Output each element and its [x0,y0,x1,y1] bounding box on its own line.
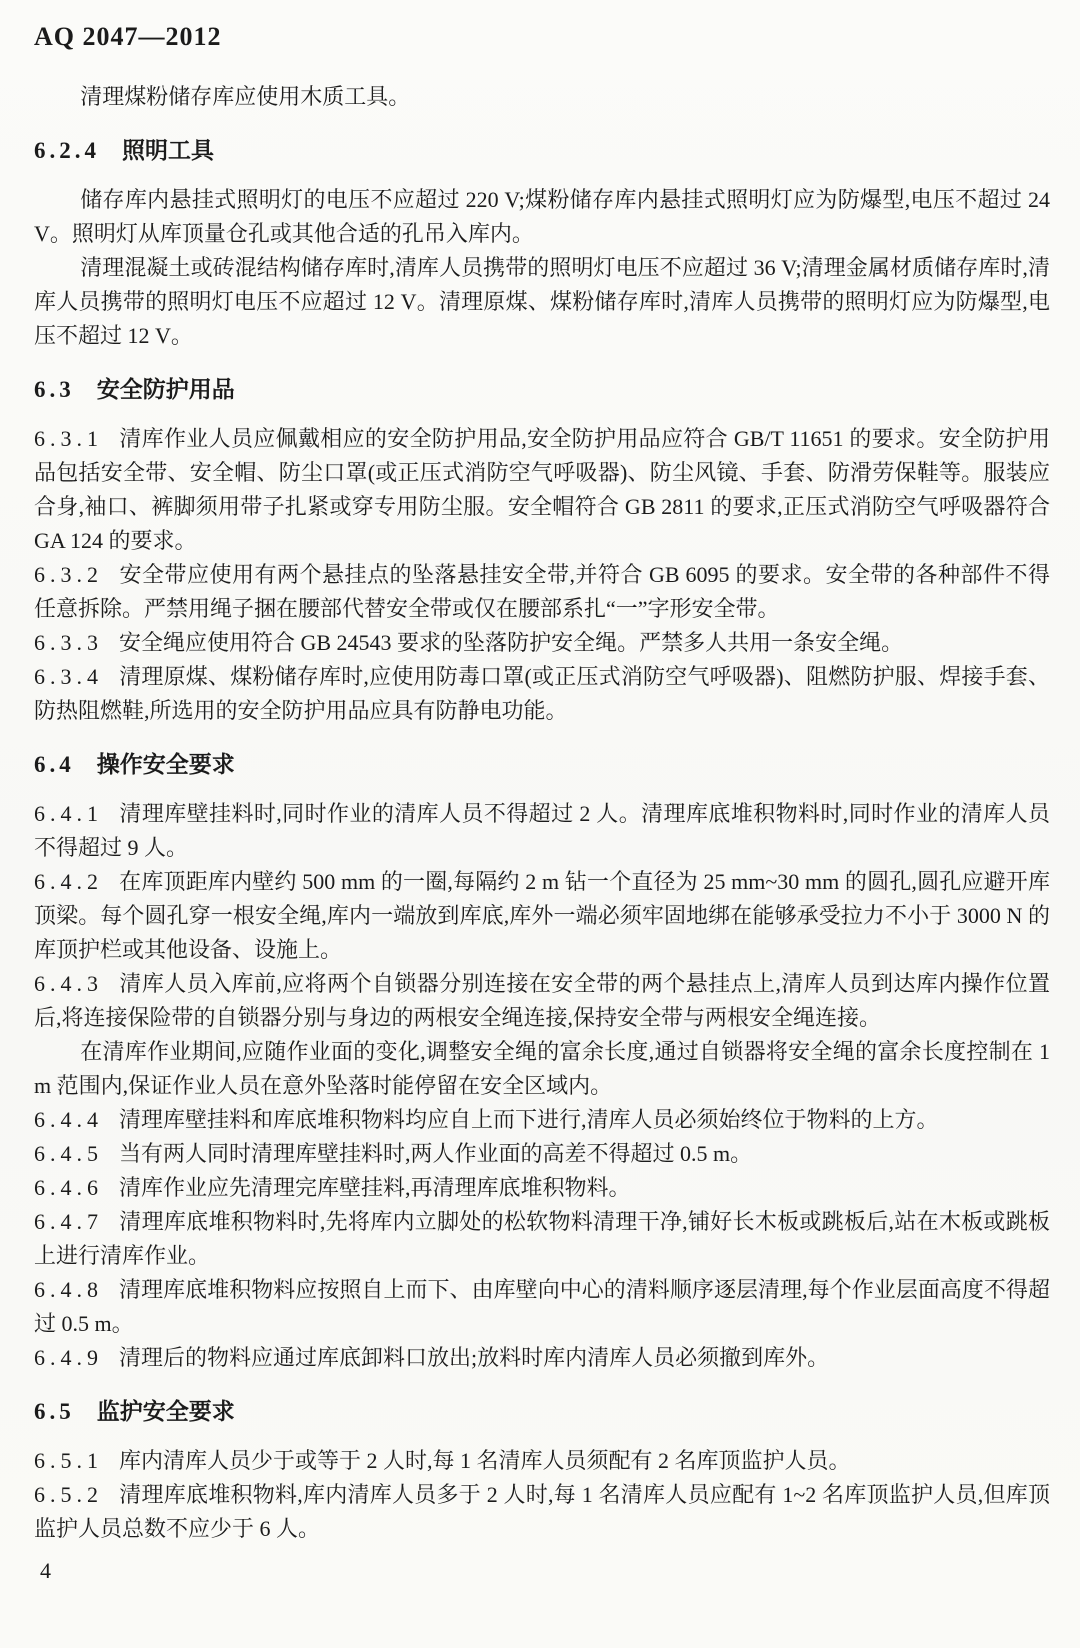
clause-number: 6.3.2 [34,562,103,587]
section-number: 6.3 [34,377,75,402]
document-body [34,80,1050,1546]
paragraph: 清理混凝土或砖混结构储存库时,清库人员携带的照明灯电压不应超过 36 V;清理金属材质储存库时,清库人员携带的照明灯电压不应超过 12 V。清理原煤、煤粉储存库时,清库人员携带的照明灯应为防爆型,电压不超过 12 V。 [34,255,1050,348]
clause-number: 6.4.8 [34,1277,103,1302]
clause-number: 6.3.4 [34,664,103,689]
clause [34,1341,1050,1375]
clause-text: 清理库壁挂料时,同时作业的清库人员不得超过 2 人。清理库底堆积物料时,同时作业的清库人员不得超过 9 人。 [34,801,1050,860]
clause-number: 6.5.1 [34,1448,103,1473]
clause-text: 在库顶距库内壁约 500 mm 的一圈,每隔约 2 m 钻一个直径为 25 mm~30 mm 的圆孔,圆孔应避开库顶梁。每个圆孔穿一根安全绳,库内一端放到库底,库外一端必须牢固地绑在能够承受拉力不小于 3000 N 的库顶护栏或其他设备、设施上。 [34,869,1050,962]
clause [34,1205,1050,1273]
clause-number: 6.4.2 [34,869,103,894]
clause-number: 6.4.3 [34,971,103,996]
paragraph: 储存库内悬挂式照明灯的电压不应超过 220 V;煤粉储存库内悬挂式照明灯应为防爆型,电压不超过 24 V。照明灯从库顶量仓孔或其他合适的孔吊入库内。 [34,187,1050,246]
section-title: 安全防护用品 [96,377,235,402]
section-title: 操作安全要求 [96,752,235,777]
clause [34,1478,1050,1546]
clause-text: 清理库底堆积物料应按照自上而下、由库壁向中心的清料顺序逐层清理,每个作业层面高度不得超过 0.5 m。 [34,1277,1050,1336]
clause-number: 6.4.5 [34,1141,103,1166]
clause [34,626,1050,660]
section-heading [34,748,1050,782]
clause [34,1273,1050,1341]
clause [34,797,1050,865]
clause-text: 库内清库人员少于或等于 2 人时,每 1 名清库人员须配有 2 名库顶监护人员。 [119,1448,851,1473]
clause-number: 6.3.3 [34,630,103,655]
clause-text: 清库作业人员应佩戴相应的安全防护用品,安全防护用品应符合 GB/T 11651 的要求。安全防护用品包括安全带、安全帽、防尘口罩(或正压式消防空气呼吸器)、防尘风镜、手套、防滑劳保鞋等。服装应合身,袖口、裤脚须用带子扎紧或穿专用防尘服。安全帽符合 GB 2811 的要求,正压式消防空气呼吸器符合 GA 124 的要求。 [34,426,1050,553]
clause-text: 安全绳应使用符合 GB 24543 要求的坠落防护安全绳。严禁多人共用一条安全绳。 [119,630,904,655]
clause-number: 6.4.1 [34,801,103,826]
paragraph: 清理煤粉储存库应使用木质工具。 [80,84,411,109]
clause [34,1171,1050,1205]
clause-text: 当有两人同时清理库壁挂料时,两人作业面的高差不得超过 0.5 m。 [119,1141,753,1166]
clause-number: 6.5.2 [34,1482,103,1507]
clause-text: 清理库壁挂料和库底堆积物料均应自上而下进行,清库人员必须始终位于物料的上方。 [119,1107,939,1132]
clause [34,1444,1050,1478]
clause [34,1137,1050,1171]
section-title: 监护安全要求 [96,1399,235,1424]
clause-number: 6.4.6 [34,1175,103,1200]
section-title: 照明工具 [122,138,214,163]
section-number: 6.4 [34,752,75,777]
clause-text: 清理库底堆积物料,库内清库人员多于 2 人时,每 1 名清库人员应配有 1~2 名库顶监护人员,但库顶监护人员总数不应少于 6 人。 [34,1482,1050,1541]
paragraph: 在清库作业期间,应随作业面的变化,调整安全绳的富余长度,通过自锁器将安全绳的富余长度控制在 1 m 范围内,保证作业人员在意外坠落时能停留在安全区域内。 [34,1039,1050,1098]
section-number: 6.5 [34,1399,75,1424]
section-heading [34,1395,1050,1429]
document-header: AQ 2047—2012 [34,22,222,51]
clause-number: 6.4.4 [34,1107,103,1132]
page-number: 4 [40,1558,51,1583]
clause-text: 清库作业应先清理完库壁挂料,再清理库底堆积物料。 [119,1175,631,1200]
clause [34,967,1050,1035]
clause-text: 安全带应使用有两个悬挂点的坠落悬挂安全带,并符合 GB 6095 的要求。安全带的各种部件不得任意拆除。严禁用绳子捆在腰部代替安全带或仅在腰部系扎“一”字形安全带。 [34,562,1050,621]
clause-text: 清理原煤、煤粉储存库时,应使用防毒口罩(或正压式消防空气呼吸器)、阻燃防护服、焊接手套、防热阻燃鞋,所选用的安全防护用品应具有防静电功能。 [34,664,1050,723]
section-number: 6.2.4 [34,138,100,163]
clause-text: 清库人员入库前,应将两个自锁器分别连接在安全带的两个悬挂点上,清库人员到达库内操作位置后,将连接保险带的自锁器分别与身边的两根安全绳连接,保持安全带与两根安全绳连接。 [34,971,1050,1030]
clause-number: 6.4.7 [34,1209,103,1234]
clause [34,1103,1050,1137]
clause [34,558,1050,626]
clause-number: 6.3.1 [34,426,103,451]
clause [34,660,1050,728]
clause-number: 6.4.9 [34,1345,103,1370]
clause-text: 清理后的物料应通过库底卸料口放出;放料时库内清库人员必须撤到库外。 [119,1345,830,1370]
section-heading [34,134,1050,168]
clause-text: 清理库底堆积物料时,先将库内立脚处的松软物料清理干净,铺好长木板或跳板后,站在木板或跳板上进行清库作业。 [34,1209,1050,1268]
clause [34,865,1050,967]
section-heading [34,373,1050,407]
clause [34,422,1050,558]
